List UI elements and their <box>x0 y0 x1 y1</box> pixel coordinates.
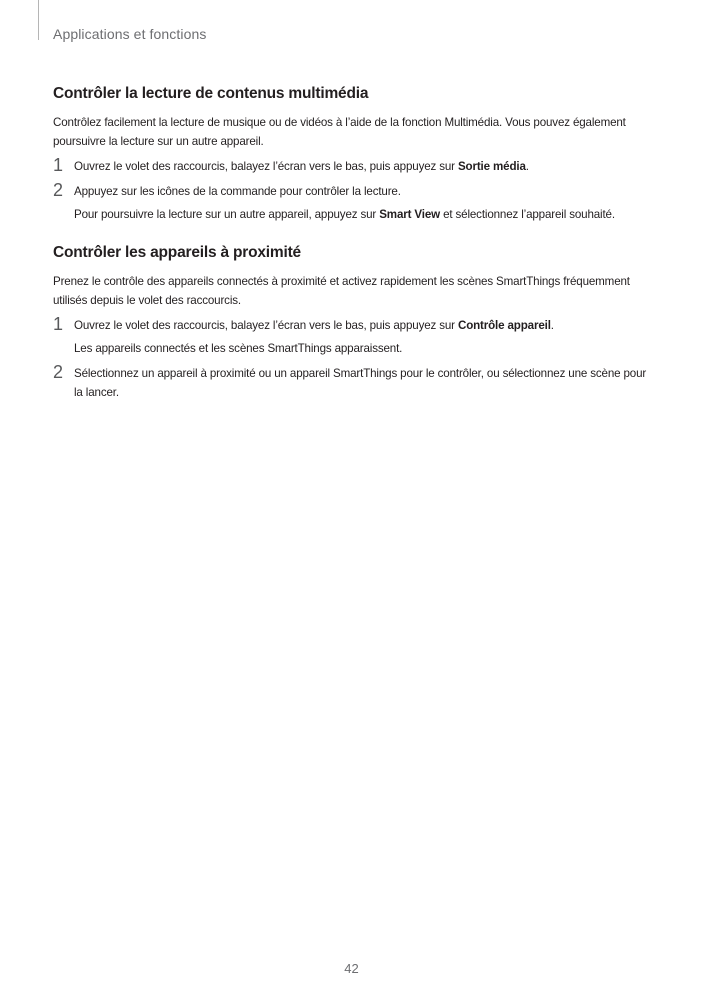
step-text-end: . <box>525 160 529 173</box>
step-item <box>53 364 653 402</box>
step-note <box>74 205 653 224</box>
header-vertical-rule <box>38 0 39 40</box>
section-title: Contrôler les appareils à proximité <box>53 244 301 261</box>
step-bold-term: Sortie média <box>457 160 526 173</box>
step-text: Ouvrez le volet des raccourcis, balayez l’écran vers le bas, puis appuyez sur <box>74 319 458 332</box>
step-text: Sélectionnez un appareil à proximité ou un appareil SmartThings pour le contrôler, ou sélectionnez une scène pour la lancer. <box>74 367 647 399</box>
step-bold-term: Smart View <box>379 208 440 221</box>
section-nearby-devices <box>53 243 653 402</box>
step-note-text-end: et sélectionnez l’appareil souhaité. <box>440 208 615 221</box>
step-note-text: Pour poursuivre la lecture sur un autre appareil, appuyez sur <box>74 208 380 221</box>
chapter-title: Applications et fonctions <box>53 26 207 42</box>
step-text: Ouvrez le volet des raccourcis, balayez l’écran vers le bas, puis appuyez sur <box>74 160 458 173</box>
step-item <box>53 316 653 358</box>
step-number: 2 <box>53 180 63 200</box>
step-note: Les appareils connectés et les scènes SmartThings apparaissent. <box>74 342 403 355</box>
step-number: 1 <box>53 155 63 175</box>
step-item <box>53 182 653 224</box>
step-text: Appuyez sur les icônes de la commande pour contrôler la lecture. <box>74 185 401 198</box>
step-number: 2 <box>53 362 63 382</box>
section-intro: Prenez le contrôle des appareils connectés à proximité et activez rapidement les scènes SmartThings fréquemment utilisés depuis le volet des raccourcis. <box>53 275 630 307</box>
step-text-end: . <box>550 319 554 332</box>
section-title: Contrôler la lecture de contenus multimédia <box>53 85 369 102</box>
step-bold-term: Contrôle appareil <box>457 319 551 332</box>
section-media-control <box>53 84 653 224</box>
section-intro: Contrôlez facilement la lecture de musique ou de vidéos à l’aide de la fonction Multimédia. Vous pouvez également poursuivre la lecture sur un autre appareil. <box>53 116 626 148</box>
page-number: 42 <box>344 961 359 976</box>
step-item <box>53 157 653 176</box>
step-number: 1 <box>53 314 63 334</box>
page-content <box>53 84 653 421</box>
